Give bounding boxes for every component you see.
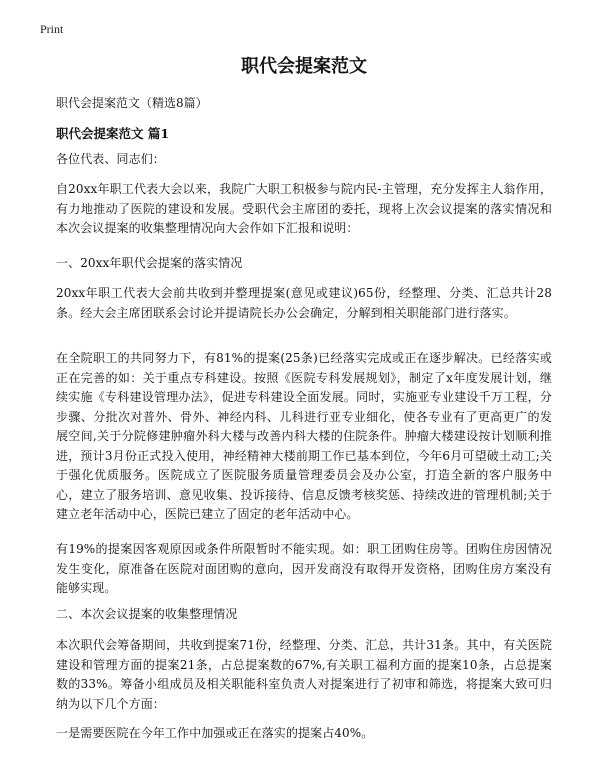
print-link[interactable]: Print [40, 22, 64, 36]
intro-paragraph: 自20xx年职工代表大会以来，我院广大职工积极参与院内民-主管理，充分发挥主人翁作用，有力地推动了医院的建设和发展。受职代会主席团的委托，现将上次会议提案的落实情况和本次会议提案的收集整理情况向大会作如下汇报和说明： [56, 182, 552, 235]
unrealized-paragraph: 有19%的提案因客观原因或条件所限暂时不能实现。如：职工团购住房等。团购住房因情况发生变化，原准备在医院对面团购的意向，因开发商没有取得开发资格，团购住房方案没有能够实现。 [56, 542, 552, 595]
proposals-count-paragraph: 20xx年职工代表大会前共收到并整理提案(意见或建议)65份，经整理、分类、汇总共计28条。经大会主席团联系会讨论并提请院长办公会确定，分解到相关职能部门进行落实。 [56, 286, 552, 320]
section-heading: 职代会提案范文 篇1 [56, 126, 170, 141]
first-point-paragraph: 一是需要医院在今年工作中加强或正在落实的提案占40%。 [56, 726, 374, 740]
salutation-paragraph: 各位代表、同志们： [56, 152, 165, 166]
implementation-paragraph: 在全院职工的共同努力下，有81%的提案(25条)已经落实完成或正在逐步解决。已经落实或正在完善的如：关于重点专科建设。按照《医院专科发展规划》，制定了x年度发展计划，继续实施《专科建设管理办法》，促进专科建设全面发展。同时，实施亚专业建设千万工程，分步骤、分批次对普外、骨外、神经内科、儿科进行亚专业细化，使各专业有了更高更广的发展空间,关于分院修建肿瘤外科大楼与改善内科大楼的住院条件。肿瘤大楼建设按计划顺利推进，预计3月份正式投入使用，神经精神大楼前期工作已基本到位，今年6月可望破土动工;关于强化优质服务。医院成立了医院服务质量管理委员会及办公室，打造全新的客户服务中心，建立了服务培训、意见收集、投诉接待、信息反馈考核奖惩、持续改进的管理机制;关于建立老年活动中心，医院已建立了固定的老年活动中心。 [56, 351, 552, 521]
part-two-heading: 二、本次会议提案的收集整理情况 [56, 607, 238, 621]
part-one-heading: 一、20xx年职代会提案的落实情况 [56, 256, 243, 270]
document-title: 职代会提案范文 [241, 56, 367, 77]
collection-paragraph: 本次职代会筹备期间，共收到提案71份，经整理、分类、汇总，共计31条。其中，有关医院建设和管理方面的提案21条，占总提案数的67%,有关职工福利方面的提案10条，占总提案数的33%。筹备小组成员及相关职能科室负责人对提案进行了初审和筛选，将提案大致可归纳为以下几个方面： [56, 638, 552, 711]
document-subtitle: 职代会提案范文（精选8篇） [56, 96, 208, 110]
